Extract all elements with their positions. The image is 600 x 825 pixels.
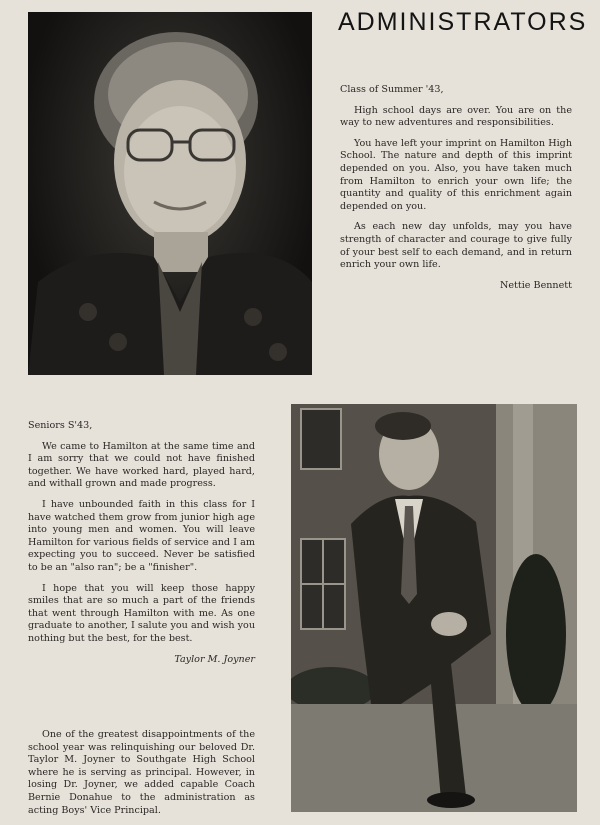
letter-paragraph: As each new day unfolds, may you have strength of character and courage to give fully of your best self to each demand, and in return enrich your own life. [340,221,572,271]
page-title: ADMINISTRATORS [338,8,588,36]
letter-paragraph: High school days are over. You are on the way to new adventures and responsibilities. [340,104,572,129]
portrait-woman-image [28,12,312,375]
letter-paragraph: You have left your imprint on Hamilton High School. The nature and depth of this imprint depended on you. Also, you have taken much from Hamilton to enrich your own life; the quantity and quality of this enrichment again depended on you. [340,137,572,212]
portrait-photo-woman [28,12,312,375]
portrait-man-image [291,404,577,812]
letter-paragraph: I have unbounded faith in this class for I have watched them grow from junior high age into young men and women. You will leave Hamilton for various fields of service and I am expecting you to succeed. Never be satisfied to be an "also ran"; be a "finisher". [28,498,255,573]
letter-seniors-s43 [28,420,255,674]
letter-class-of-summer-43 [340,84,572,300]
letter-signature: Taylor M. Joyner [174,653,255,665]
portrait-photo-man [291,404,577,812]
letter-salutation: Class of Summer '43, [340,84,444,95]
note-paragraph-block [28,729,255,825]
note-text: One of the greatest disappointments of the school year was relinquishing our beloved Dr. Taylor M. Joyner to Southgate High School where he is serving as principal. However, in losing Dr. Joyner, we added capable Coach Bernie Donahue to the administration as acting Boys' Vice Principal. [28,729,255,816]
letter-salutation: Seniors S'43, [28,420,93,431]
letter-paragraph: We came to Hamilton at the same time and I am sorry that we could not have finished together. We have worked hard, played hard, and withall grown and made progress. [28,440,255,490]
letter-paragraph: I hope that you will keep those happy smiles that are so much a part of the friends that went through Hamilton with me. As one graduate to another, I salute you and wish you nothing but the best, for the best. [28,582,255,644]
letter-signature: Nettie Bennett [499,279,572,291]
